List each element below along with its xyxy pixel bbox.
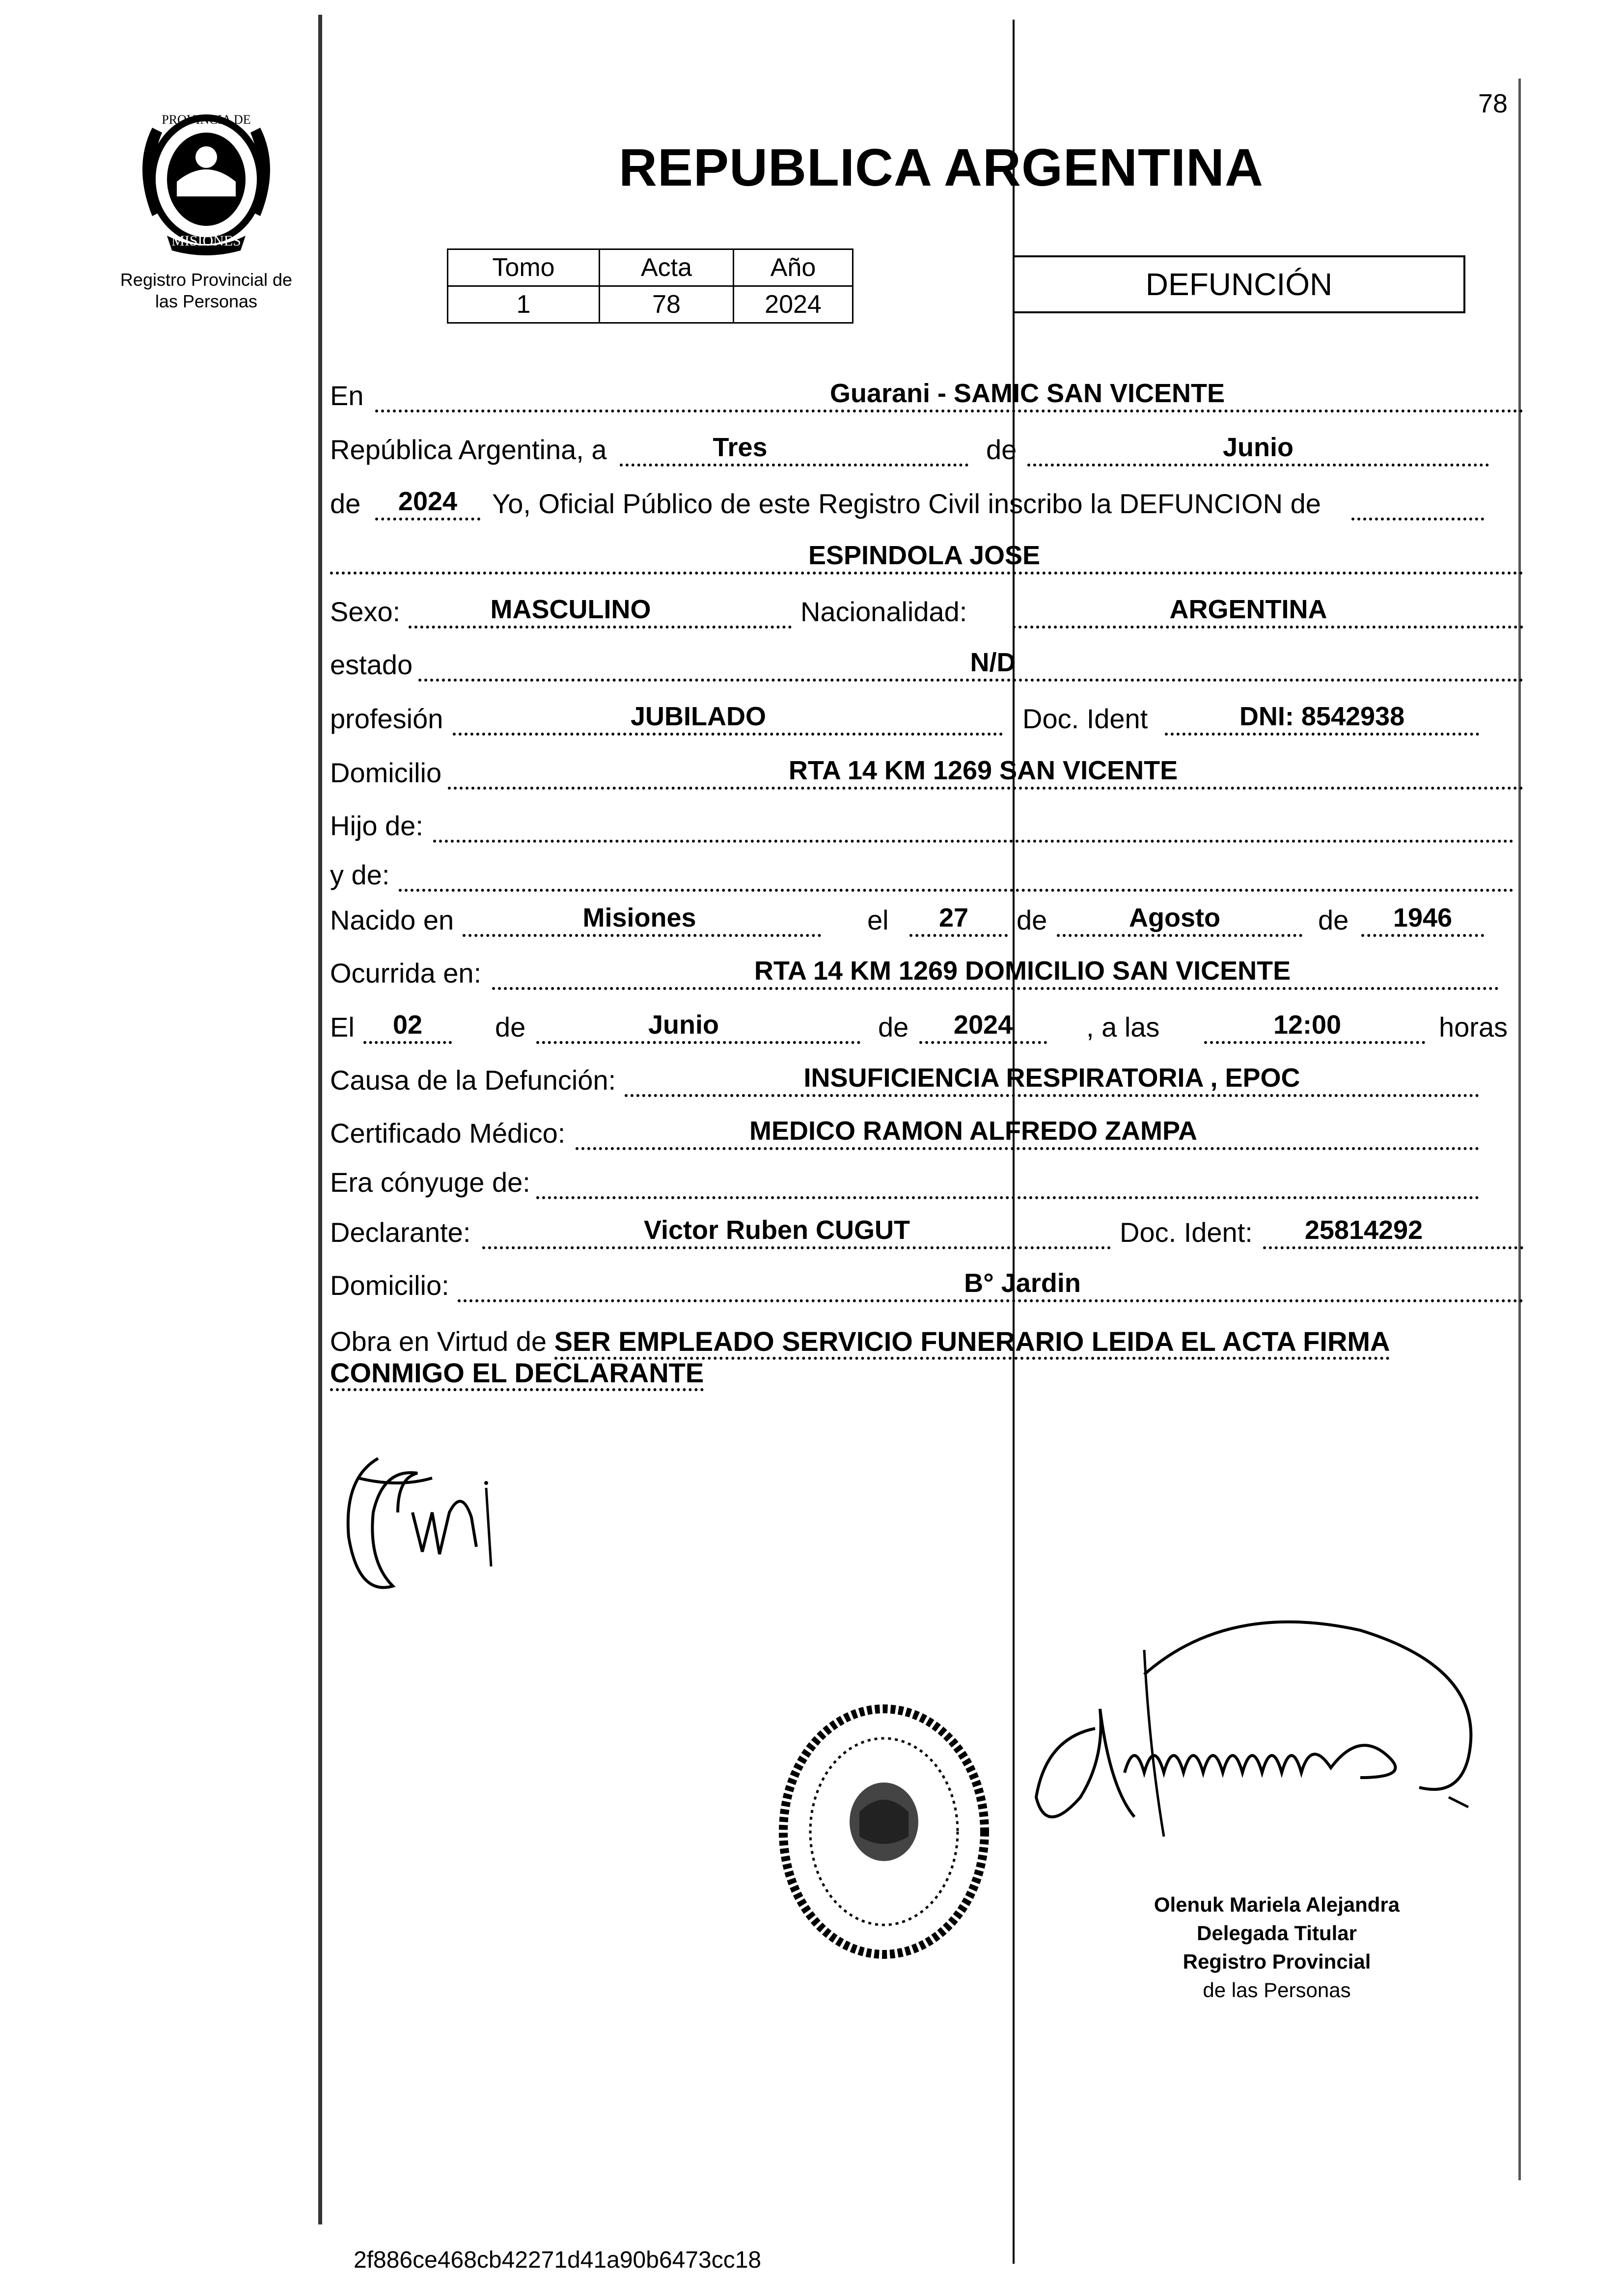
seal-text-bottom: MISIONES bbox=[171, 233, 241, 249]
death-day-value: 02 bbox=[392, 1010, 423, 1040]
officer-role: Delegada Titular bbox=[1197, 1921, 1357, 1945]
registry-line-2: las Personas bbox=[155, 291, 258, 311]
province-seal bbox=[123, 98, 290, 260]
doc-label: Doc. Ident bbox=[1022, 703, 1148, 734]
conyuge-label: Era cónyuge de: bbox=[330, 1167, 530, 1198]
alas-label: , a las bbox=[1086, 1012, 1160, 1042]
en-label: En bbox=[330, 380, 364, 411]
de-label-2: de bbox=[330, 488, 361, 519]
tomo-value: 1 bbox=[448, 286, 600, 323]
en-value: Guarani - SAMIC SAN VICENTE bbox=[829, 379, 1225, 408]
acta-header: Acta bbox=[600, 249, 734, 286]
decl-dom-label: Domicilio: bbox=[330, 1270, 449, 1301]
ocurrida-label: Ocurrida en: bbox=[330, 958, 482, 988]
virtud-label: Obra en Virtud de bbox=[330, 1326, 547, 1357]
officer-stamp bbox=[1129, 1891, 1424, 2004]
estado-value: N/D bbox=[970, 648, 1016, 677]
deceased-name-value: ESPINDOLA JOSE bbox=[808, 541, 1041, 570]
horas-label: horas bbox=[1439, 1012, 1508, 1042]
row-sex-nationality bbox=[330, 594, 1523, 634]
official-signature bbox=[1017, 1611, 1488, 1866]
domicilio-label: Domicilio bbox=[330, 757, 442, 788]
ano-header: Año bbox=[734, 249, 853, 286]
decl-dom-value: B° Jardin bbox=[964, 1268, 1081, 1298]
row-death-datetime bbox=[330, 1010, 1523, 1050]
row-en bbox=[330, 378, 1523, 418]
row-estado bbox=[330, 647, 1523, 687]
year-value: 2024 bbox=[398, 487, 458, 516]
official-round-stamp bbox=[766, 1689, 1002, 1974]
registry-name bbox=[98, 269, 314, 312]
nacido-en-value: Misiones bbox=[582, 903, 696, 933]
virtud-value: SER EMPLEADO SERVICIO FUNERARIO LEIDA EL ACTA FIRMA CONMIGO EL DECLARANTE bbox=[330, 1326, 1390, 1391]
officer-office-2: de las Personas bbox=[1203, 1978, 1351, 2002]
officer-office: Registro Provincial bbox=[1183, 1950, 1371, 1973]
cert-label: Certificado Médico: bbox=[330, 1118, 566, 1149]
de-label-1: de bbox=[986, 434, 1017, 465]
nacionalidad-label: Nacionalidad: bbox=[800, 596, 967, 627]
tomo-header: Tomo bbox=[448, 249, 600, 286]
de-label-4: de bbox=[1318, 905, 1349, 935]
declarante-label: Declarante: bbox=[330, 1217, 471, 1248]
officer-name: Olenuk Mariela Alejandra bbox=[1154, 1893, 1400, 1916]
declarant-signature bbox=[339, 1439, 545, 1616]
sexo-label: Sexo: bbox=[330, 596, 401, 627]
conyuge-dotted-line bbox=[536, 1167, 1479, 1199]
estado-label: estado bbox=[330, 649, 413, 680]
row-decl-domicilio bbox=[330, 1268, 1523, 1308]
row-intro bbox=[330, 486, 1523, 526]
birth-month-value: Agosto bbox=[1129, 903, 1220, 933]
decl-doc-value: 25814292 bbox=[1304, 1215, 1423, 1245]
day-word-value: Tres bbox=[713, 433, 768, 462]
left-margin-line bbox=[318, 15, 322, 2224]
ano-value: 2024 bbox=[734, 286, 853, 323]
death-month-value: Junio bbox=[648, 1010, 719, 1040]
document-title: REPUBLICA ARGENTINA bbox=[619, 137, 1264, 197]
virtud-block bbox=[330, 1326, 1523, 1389]
el-label: el bbox=[867, 905, 889, 935]
cert-value: MEDICO RAMON ALFREDO ZAMPA bbox=[749, 1116, 1197, 1146]
republica-label: República Argentina, a bbox=[330, 434, 607, 465]
hijo-label: Hijo de: bbox=[330, 810, 423, 841]
causa-label: Causa de la Defunción: bbox=[330, 1065, 616, 1096]
row-causa bbox=[330, 1063, 1523, 1103]
intro-text: Yo, Oficial Público de este Registro Civil inscribo la DEFUNCION de bbox=[492, 488, 1321, 519]
birth-year-value: 1946 bbox=[1393, 903, 1453, 933]
row-birth bbox=[330, 903, 1523, 943]
y-de-dotted-line bbox=[399, 859, 1514, 892]
row-hijo-de bbox=[330, 808, 1523, 849]
month-value: Junio bbox=[1223, 433, 1294, 462]
record-id-table bbox=[447, 248, 853, 324]
row-domicilio bbox=[330, 755, 1523, 796]
causa-value: INSUFICIENCIA RESPIRATORIA , EPOC bbox=[803, 1063, 1300, 1093]
de-label-6: de bbox=[878, 1012, 909, 1042]
document-hash: 2f886ce468cb42271d41a90b6473cc18 bbox=[354, 2247, 762, 2273]
y-de-label: y de: bbox=[330, 859, 390, 890]
de-label-3: de bbox=[1017, 905, 1047, 935]
death-time-value: 12:00 bbox=[1273, 1010, 1342, 1040]
row-ocurrida bbox=[330, 956, 1523, 996]
ocurrida-value: RTA 14 KM 1269 DOMICILIO SAN VICENTE bbox=[754, 956, 1291, 986]
row-date bbox=[330, 432, 1523, 472]
acta-value: 78 bbox=[600, 286, 734, 323]
doc-value: DNI: 8542938 bbox=[1239, 702, 1405, 731]
domicilio-value: RTA 14 KM 1269 SAN VICENTE bbox=[788, 756, 1178, 785]
seal-text-top: PROVINCIA DE bbox=[162, 112, 251, 127]
profesion-label: profesión bbox=[330, 703, 443, 734]
nacionalidad-value: ARGENTINA bbox=[1169, 595, 1327, 624]
record-type-box: DEFUNCIÓN bbox=[1013, 255, 1465, 313]
hijo-dotted-line bbox=[433, 810, 1514, 843]
page-number: 78 bbox=[1478, 89, 1508, 118]
row-conyuge bbox=[330, 1165, 1523, 1205]
row-declarante bbox=[330, 1215, 1523, 1255]
decl-doc-label: Doc. Ident: bbox=[1120, 1217, 1253, 1248]
de-label-5: de bbox=[495, 1012, 526, 1042]
death-year-value: 2024 bbox=[953, 1010, 1013, 1040]
sexo-value: MASCULINO bbox=[490, 595, 651, 624]
intro-dotted-line bbox=[1351, 488, 1484, 521]
profesion-value: JUBILADO bbox=[630, 702, 766, 731]
el2-label: El bbox=[330, 1012, 355, 1042]
declarante-value: Victor Ruben CUGUT bbox=[643, 1215, 910, 1245]
registry-line-1: Registro Provincial de bbox=[120, 270, 293, 290]
birth-day-value: 27 bbox=[938, 903, 969, 933]
row-certificado bbox=[330, 1116, 1523, 1156]
row-y-de bbox=[330, 857, 1523, 898]
row-deceased-name bbox=[330, 540, 1523, 580]
row-profession-doc bbox=[330, 701, 1523, 741]
nacido-label: Nacido en bbox=[330, 905, 454, 935]
